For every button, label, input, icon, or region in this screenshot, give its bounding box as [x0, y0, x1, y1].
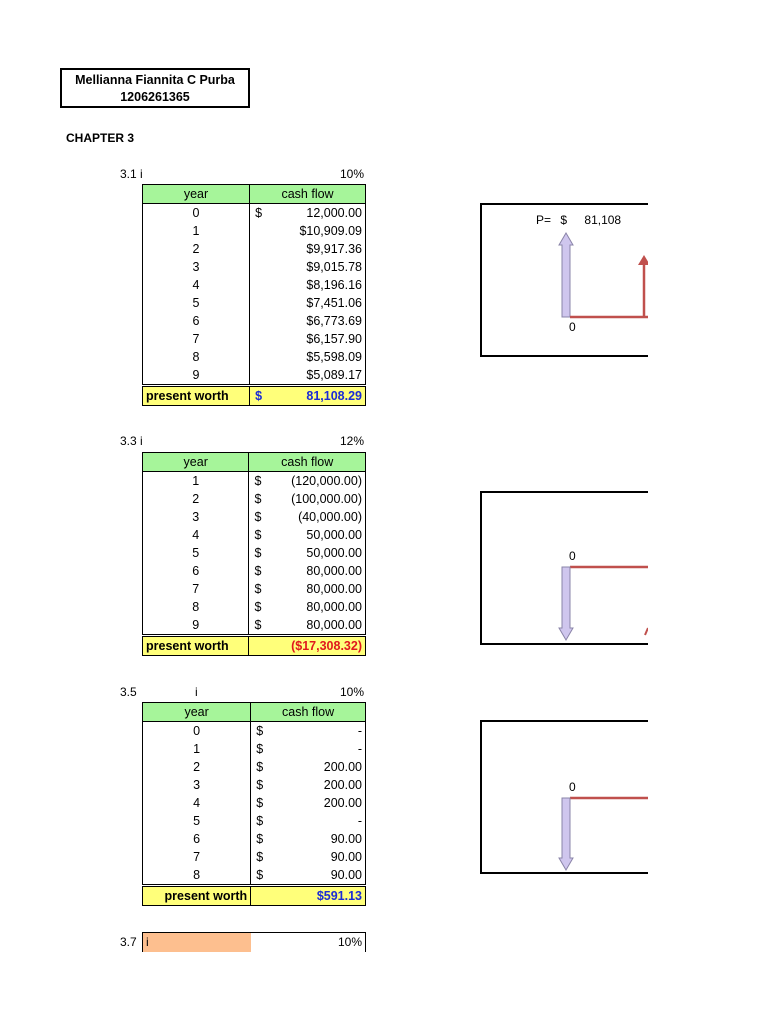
table-row	[143, 740, 366, 758]
currency-cell: $	[254, 527, 262, 542]
year-cell: 4	[143, 794, 251, 812]
cash-flow-cell: $5,089.17	[269, 366, 365, 386]
problem-3-1-rate: 10%	[339, 167, 364, 181]
col-cash-flow: cash flow	[251, 703, 366, 722]
table-row	[143, 758, 366, 776]
cash-flow-cell: $9,015.78	[269, 258, 365, 276]
present-worth-label: present worth	[143, 386, 250, 406]
cashflow-table-3-1	[142, 184, 366, 406]
col-year: year	[143, 185, 250, 204]
table-row	[143, 240, 366, 258]
cash-flow-cell: -	[271, 812, 366, 830]
currency-cell: $	[255, 205, 263, 220]
year-cell: 4	[143, 526, 249, 544]
red-tick-mark	[645, 628, 648, 635]
table-row	[143, 598, 366, 616]
problem-3-1-label: 3.1 i	[120, 167, 143, 181]
year-cell: 7	[143, 330, 250, 348]
cash-flow-cell: $8,196.16	[269, 276, 365, 294]
cashflow-table-3-3	[142, 452, 366, 656]
currency-cell: $	[254, 599, 262, 614]
diagram-3-1-arrows	[482, 205, 648, 357]
currency-cell: $	[256, 849, 264, 864]
table-row	[143, 526, 366, 544]
currency-cell	[250, 258, 270, 276]
currency-cell	[250, 276, 270, 294]
cash-flow-cell: $5,598.09	[269, 348, 365, 366]
year-cell: 6	[143, 312, 250, 330]
table-row	[143, 776, 366, 794]
red-arrow-head	[638, 255, 648, 265]
year-cell: 8	[143, 866, 251, 886]
currency-cell	[250, 348, 270, 366]
cash-flow-cell: $7,451.06	[269, 294, 365, 312]
diagram-p-label: P= $ 81,108	[536, 213, 622, 227]
table-row	[143, 348, 366, 366]
year-cell: 3	[143, 258, 250, 276]
year-cell: 6	[143, 830, 251, 848]
table-row	[143, 866, 366, 886]
table-row	[143, 258, 366, 276]
diagram-zero-label: 0	[569, 320, 576, 334]
diagram-zero-label: 0	[569, 780, 576, 794]
currency-cell: $	[254, 509, 262, 524]
present-worth-label: present worth	[143, 886, 251, 906]
problem-3-7-label: 3.7	[120, 935, 137, 949]
cashflow-diagram-3-3	[480, 491, 648, 645]
year-cell: 1	[143, 740, 251, 758]
cash-flow-cell: 80,000.00	[268, 562, 365, 580]
table-row	[143, 276, 366, 294]
problem-3-5-rate: 10%	[339, 685, 364, 699]
cash-flow-cell: 50,000.00	[268, 526, 365, 544]
diagram-3-5-arrows	[482, 722, 648, 874]
currency-cell: $	[256, 741, 264, 756]
cash-flow-cell: -	[271, 740, 366, 758]
problem-3-5-label: 3.5	[120, 685, 137, 699]
col-year: year	[143, 703, 251, 722]
currency-cell	[250, 222, 270, 240]
cashflow-diagram-3-5	[480, 720, 648, 874]
cash-flow-cell: $10,909.09	[269, 222, 365, 240]
cash-flow-cell: 50,000.00	[268, 544, 365, 562]
table-row	[143, 222, 366, 240]
currency-cell: $	[254, 473, 262, 488]
table-row	[143, 508, 366, 526]
currency-cell	[250, 294, 270, 312]
currency-cell: $	[256, 723, 264, 738]
cashflow-table-3-5	[142, 702, 366, 906]
cash-flow-cell: 200.00	[271, 758, 366, 776]
table-row	[143, 472, 366, 491]
currency-cell	[250, 366, 270, 386]
cash-flow-cell: 80,000.00	[268, 616, 365, 636]
problem-3-3-rate: 12%	[339, 434, 364, 448]
col-year: year	[143, 453, 249, 472]
problem-3-5-i: i	[195, 685, 198, 699]
table-row	[143, 812, 366, 830]
cash-flow-cell: (120,000.00)	[268, 472, 365, 491]
cash-flow-cell: $6,773.69	[269, 312, 365, 330]
table-row	[143, 204, 366, 223]
currency-cell: $	[254, 545, 262, 560]
chapter-title: CHAPTER 3	[66, 131, 135, 145]
cash-flow-cell: 200.00	[271, 794, 366, 812]
student-id: 1206261365	[120, 90, 190, 104]
student-name-box	[60, 68, 250, 108]
table-row	[143, 544, 366, 562]
year-cell: 3	[143, 508, 249, 526]
problem-3-7-i: i	[143, 933, 251, 952]
currency-cell: $	[256, 795, 264, 810]
year-cell: 9	[143, 366, 250, 386]
table-row	[143, 562, 366, 580]
year-cell: 2	[143, 240, 250, 258]
table-row	[143, 366, 366, 386]
cash-flow-cell: 80,000.00	[268, 598, 365, 616]
cash-flow-cell: $6,157.90	[269, 330, 365, 348]
problem-3-3-label: 3.3 i	[120, 434, 143, 448]
currency-cell: $	[256, 831, 264, 846]
table-row	[143, 848, 366, 866]
table-row	[143, 830, 366, 848]
year-cell: 5	[143, 544, 249, 562]
year-cell: 5	[143, 294, 250, 312]
year-cell: 4	[143, 276, 250, 294]
currency-cell: $	[254, 491, 262, 506]
year-cell: 1	[143, 222, 250, 240]
year-cell: 8	[143, 348, 250, 366]
table-row	[143, 580, 366, 598]
year-cell: 2	[143, 490, 249, 508]
table-row	[143, 722, 366, 741]
cash-flow-cell: $9,917.36	[269, 240, 365, 258]
present-worth-value: 81,108.29	[269, 386, 365, 406]
currency-cell: $	[256, 759, 264, 774]
purple-up-arrow	[559, 233, 573, 317]
year-cell: 9	[143, 616, 249, 636]
purple-down-arrow	[559, 798, 573, 870]
year-cell: 0	[143, 722, 251, 741]
cash-flow-cell: 200.00	[271, 776, 366, 794]
present-worth-value: $591.13	[251, 886, 366, 906]
student-name: Mellianna Fiannita C Purba	[75, 73, 235, 87]
diagram-zero-label: 0	[569, 549, 576, 563]
col-cash-flow: cash flow	[249, 453, 366, 472]
currency-cell: $	[251, 866, 271, 886]
table-row	[143, 490, 366, 508]
cash-flow-cell: 90.00	[271, 866, 366, 886]
cash-flow-cell: 80,000.00	[268, 580, 365, 598]
problem-3-7-rate: 10%	[337, 935, 362, 949]
present-worth-value: ($17,308.32)	[249, 636, 366, 656]
year-cell: 8	[143, 598, 249, 616]
year-cell: 2	[143, 758, 251, 776]
table-row	[143, 794, 366, 812]
currency-cell	[250, 240, 270, 258]
cash-flow-cell: 90.00	[271, 848, 366, 866]
cash-flow-cell: -	[271, 722, 366, 741]
table-row	[143, 312, 366, 330]
problem-3-7-row	[142, 932, 366, 952]
cash-flow-cell: (100,000.00)	[268, 490, 365, 508]
currency-cell	[250, 330, 270, 348]
year-cell: 7	[143, 580, 249, 598]
cash-flow-cell: 12,000.00	[269, 204, 365, 223]
table-row	[143, 616, 366, 636]
year-cell: 1	[143, 472, 249, 491]
currency-cell: $	[254, 581, 262, 596]
currency-cell: $	[256, 777, 264, 792]
currency-cell: $	[249, 616, 268, 636]
purple-down-arrow	[559, 567, 573, 640]
year-cell: 7	[143, 848, 251, 866]
currency-cell	[250, 312, 270, 330]
table-row	[143, 294, 366, 312]
currency-cell: $	[254, 563, 262, 578]
present-worth-currency: $	[250, 386, 270, 406]
cash-flow-cell: (40,000.00)	[268, 508, 365, 526]
cash-flow-cell: 90.00	[271, 830, 366, 848]
year-cell: 0	[143, 204, 250, 223]
cashflow-diagram-3-1	[480, 203, 648, 357]
year-cell: 5	[143, 812, 251, 830]
present-worth-label: present worth	[143, 636, 249, 656]
table-row	[143, 330, 366, 348]
year-cell: 6	[143, 562, 249, 580]
currency-cell: $	[256, 813, 264, 828]
diagram-3-3-arrows	[482, 493, 648, 645]
year-cell: 3	[143, 776, 251, 794]
col-cash-flow: cash flow	[250, 185, 366, 204]
